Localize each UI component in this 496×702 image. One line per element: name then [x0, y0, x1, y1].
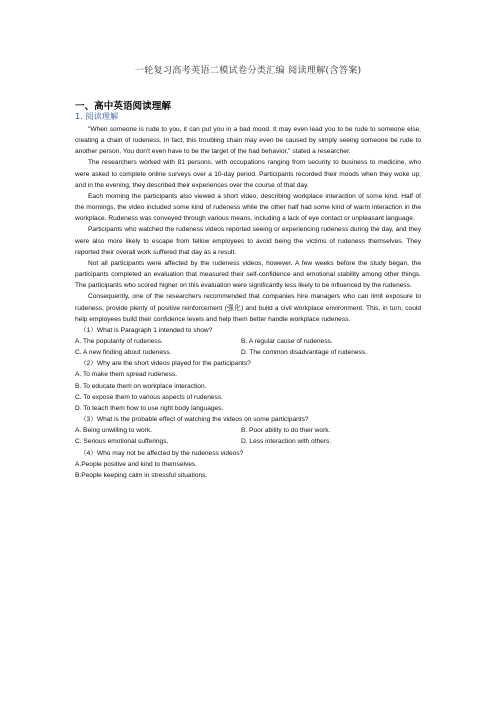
question-3-option-d: D. Less interaction with others. [241, 438, 332, 446]
question-1-options-row-1 [75, 336, 421, 347]
paragraph-4: Participants who watched the rudeness videos reported seeing or experiencing rudeness during the day, and they were also more likely to escape from fellow employees to avoid being the victims of rudeness themselves. They reported their overall work suffered that day as a result. [75, 226, 421, 256]
question-2: （2）Why are the short videos played for the participants? [80, 360, 251, 368]
document-title: 一轮复习高考英语二模试卷分类汇编 阅读理解(含答案) [134, 65, 362, 76]
section-heading: 一、高中英语阅读理解 [75, 101, 171, 112]
paragraph-5: Not all participants were affected by the rudeness videos, however. A few weeks before the study began, the participants completed an evaluation that measured their self-confidence and emotional stability among other things. The participants who scored higher on this evaluation were significantly less likely to be influenced by the rudeness. [75, 259, 421, 290]
question-3: （3）What is the probable effect of watching the videos on some participants? [80, 416, 309, 424]
question-1: （1）What is Paragraph 1 intended to show? [80, 326, 213, 334]
paragraph-1: "When someone is rude to you, it can put you in a bad mood. It may even lead you to be rude to someone else, creating a chain of rudeness. In fact, this troubling chain may even be caused by simply seeing someone be rude to another person. You don't even have to be the target of the had behavior," stated a researcher. [75, 126, 421, 156]
question-1-option-a: A. The popularity of rudeness. [75, 337, 163, 345]
paragraph-3: Each morning the participants also viewed a short video, describing workplace interaction of some kind. Half of the mornings, the video included some kind of rudeness while the other half had some kind of warm interaction in the workplace. Rudeness was conveyed through various means, including a lack of eye contact or unpleasant language. [75, 192, 421, 223]
question-1-option-b: B. A regular cause of rudeness. [241, 337, 333, 345]
question-2-option-b: B. To educate them on workplace interaction. [75, 382, 207, 390]
question-3-option-a: A. Being unwilling to work. [75, 427, 152, 435]
question-2-option-c: C. To expose them to various aspects of rudeness. [75, 393, 223, 401]
question-3-options-row-1 [75, 425, 421, 436]
reading-body [75, 124, 421, 481]
question-4-option-b: B.People keeping calm in stressful situations. [75, 471, 208, 479]
question-1-option-c: C. A new finding about rudeness. [75, 349, 172, 357]
question-3-options-row-2 [75, 436, 421, 447]
question-3-option-c: C. Serious emotional sufferings. [75, 438, 169, 446]
question-3-option-b: B. Poor ability to do their work. [241, 427, 331, 435]
paragraph-6: Consequently, one of the researchers recommended that companies hire managers who can limit exposure to rudeness, provide plenty of positive reinforcement (强化) and build a civil workplace environment. This, in turn, could help employees build their confidence levels and help them better handle workplace rudeness. [75, 293, 421, 323]
question-2-option-a: A. To make them spread rudeness. [75, 371, 178, 379]
sub-heading: 1. 阅读理解 [75, 111, 119, 121]
question-1-option-d: D. The common disadvantage of rudeness. [241, 349, 367, 357]
paragraph-2: The researchers worked with 81 persons, with occupations ranging from security to business to medicine, who were asked to complete online surveys over a 10-day period. Participants recorded their moods when they woke up; and in the evening, they described their experiences over the course of that day. [75, 159, 421, 189]
question-4: （4）Who may not be affected by the rudeness videos? [80, 449, 244, 457]
question-1-options-row-2 [75, 347, 421, 358]
question-4-option-a: A.People positive and kind to themselves. [75, 460, 198, 468]
question-2-option-d: D. To teach them how to use right body languages. [75, 404, 224, 412]
